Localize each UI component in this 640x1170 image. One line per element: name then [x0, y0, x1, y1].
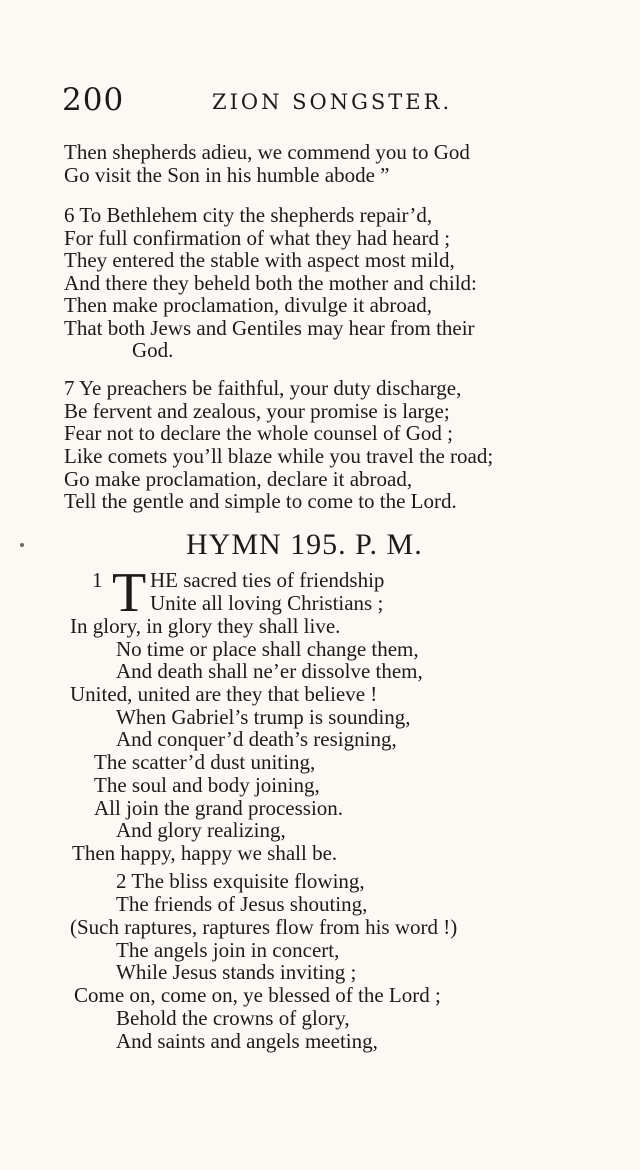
- verse-line: And there they beheld both the mother and child:: [64, 271, 477, 295]
- hymn-title: HYMN 195. P. M.: [186, 528, 423, 561]
- verse-line: They entered the stable with aspect most mild,: [64, 248, 455, 272]
- hymn-line: The scatter’d dust uniting,: [94, 750, 316, 774]
- verse-line: Then make proclamation, divulge it abroad,: [64, 293, 432, 317]
- hymn-line: United, united are they that believe !: [70, 682, 378, 706]
- hymn-line: Come on, come on, ye blessed of the Lord ;: [74, 983, 441, 1007]
- hymn-line: Then happy, happy we shall be.: [72, 841, 338, 865]
- verse-line: Tell the gentle and simple to come to the Lord.: [64, 489, 457, 513]
- verse-line: God.: [132, 338, 174, 362]
- hymn-line: The soul and body joining,: [94, 773, 320, 797]
- hymn-line: No time or place shall change them,: [116, 637, 419, 661]
- hymn-line: 2 The bliss exquisite flowing,: [116, 869, 365, 893]
- hymn-line: The angels join in concert,: [116, 938, 340, 962]
- verse-line: 7 Ye preachers be faithful, your duty discharge,: [64, 376, 462, 400]
- verse-line: Go visit the Son in his humble abode ”: [64, 163, 390, 187]
- hymn-line: Unite all loving Christians ;: [150, 591, 384, 615]
- running-title: ZION SONGSTER.: [212, 90, 453, 114]
- hymn-line: Behold the crowns of glory,: [116, 1006, 350, 1030]
- verse-line: Fear not to declare the whole counsel of God ;: [64, 421, 453, 445]
- hymn-line: All join the grand procession.: [94, 796, 344, 820]
- hymn-line: And glory realizing,: [116, 818, 286, 842]
- page-header: [62, 82, 602, 126]
- verse-line: Go make proclamation, declare it abroad,: [64, 467, 413, 491]
- verse-line: That both Jews and Gentiles may hear from their: [64, 316, 475, 340]
- hymn-line: The friends of Jesus shouting,: [116, 892, 368, 916]
- print-speck: [20, 543, 24, 547]
- hymn-line: (Such raptures, raptures flow from his word !): [70, 915, 458, 939]
- hymn-line: When Gabriel’s trump is sounding,: [116, 705, 411, 729]
- verse-line: For full confirmation of what they had heard ;: [64, 226, 451, 250]
- hymn-line: While Jesus stands inviting ;: [116, 960, 357, 984]
- verse-number: 1: [92, 568, 103, 592]
- page-number: 200: [62, 82, 125, 118]
- drop-cap: T: [112, 562, 147, 624]
- hymn-line: HE sacred ties of friendship: [150, 568, 385, 592]
- hymn-line: And death shall ne’er dissolve them,: [116, 659, 423, 683]
- hymn-line: In glory, in glory they shall live.: [70, 614, 341, 638]
- verse-line: Like comets you’ll blaze while you travel the road;: [64, 444, 494, 468]
- hymn-line: And saints and angels meeting,: [116, 1029, 378, 1053]
- verse-line: Then shepherds adieu, we commend you to God: [64, 140, 470, 164]
- verse-line: Be fervent and zealous, your promise is large;: [64, 399, 450, 423]
- verse-line: 6 To Bethlehem city the shepherds repair’d,: [64, 203, 433, 227]
- hymn-line: And conquer’d death’s resigning,: [116, 727, 397, 751]
